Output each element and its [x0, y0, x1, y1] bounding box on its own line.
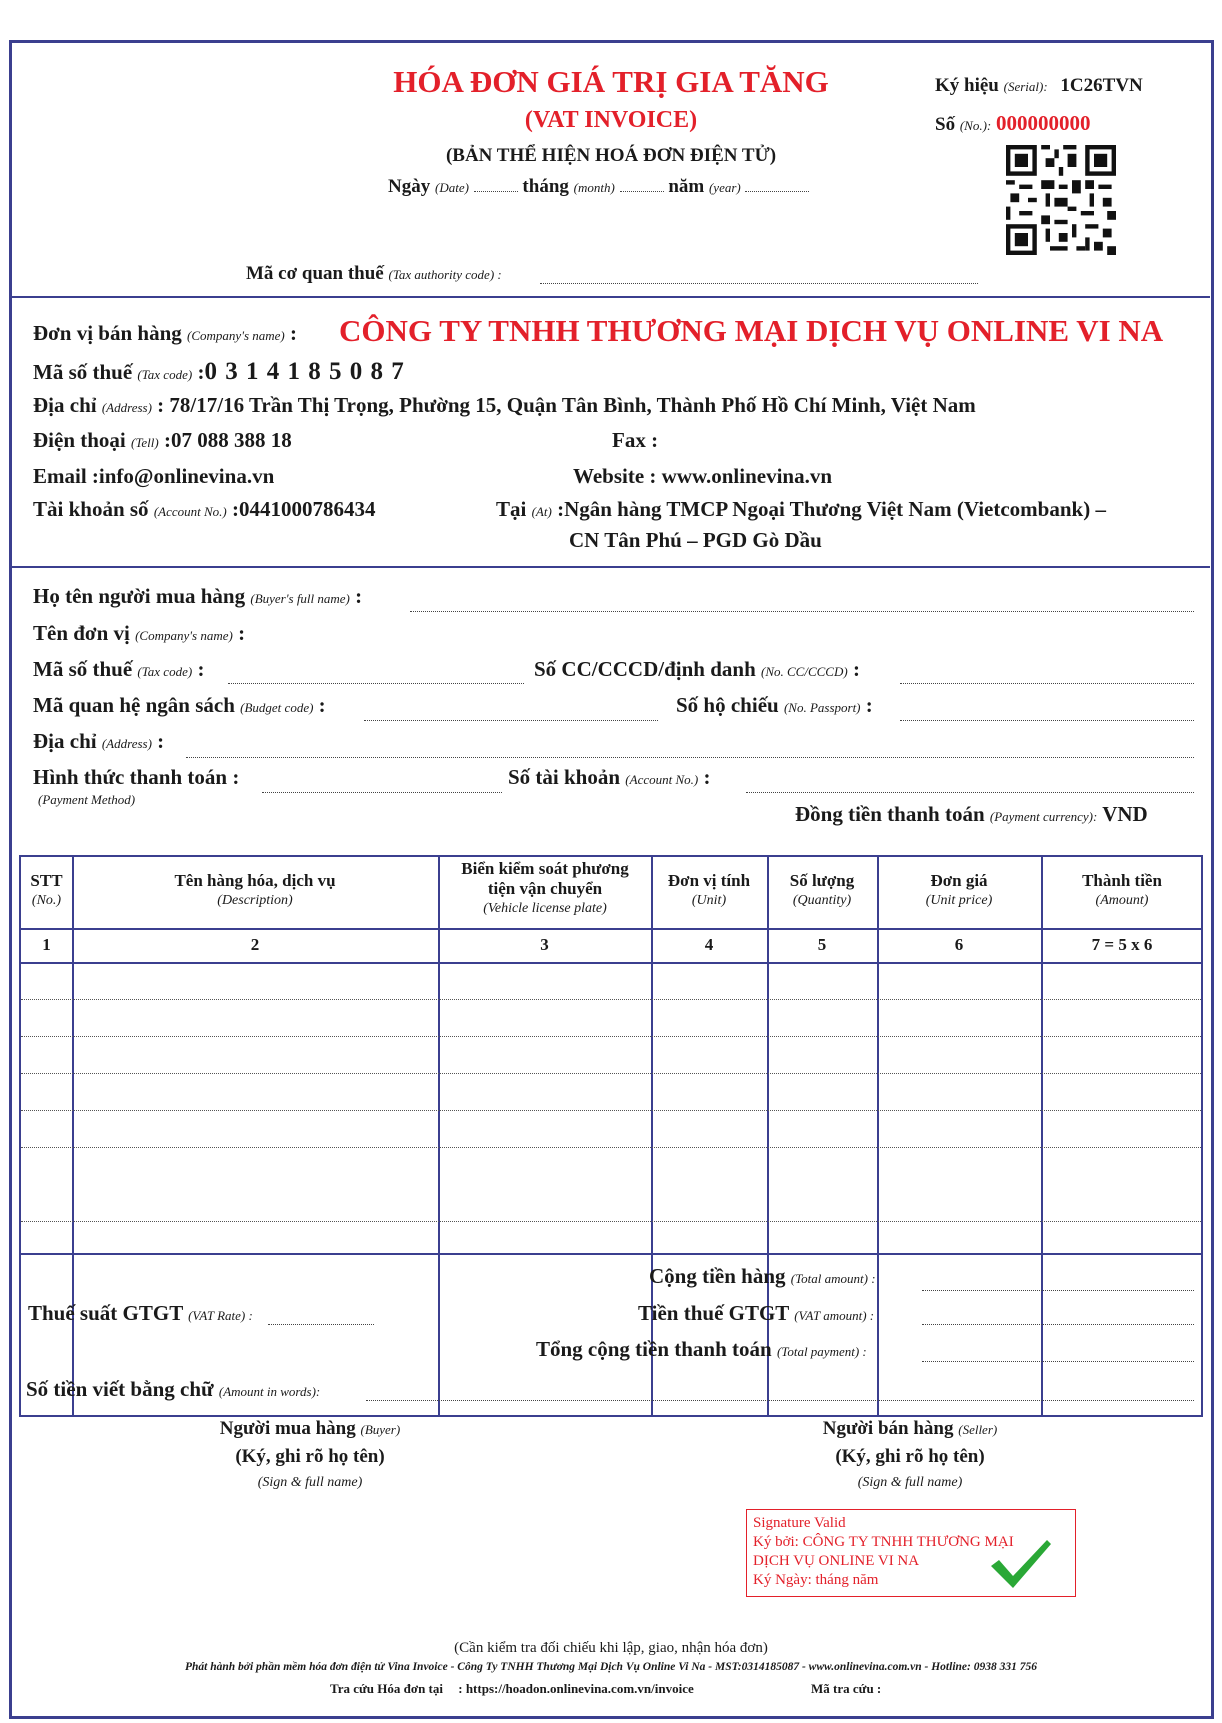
buyer-budget-row: Mã quan hệ ngân sách (Budget code) : [33, 693, 326, 717]
vat-rate-label: Thuế suất GTGT [28, 1301, 183, 1325]
number-value: 000000000 [996, 111, 1091, 135]
footer-issuer: Phát hành bởi phần mềm hóa đơn điện tử Vina Invoice - Công Ty TNHH Thương Mại Dịch Vụ Online Vi Na - MST:0314185087 - www.onlinevina.com.vn - Hotline: 0938 331 756 [185, 1661, 1037, 1673]
seller-company-row: Đơn vị bán hàng (Company's name) : [33, 321, 298, 345]
seller-website-row [573, 464, 832, 489]
stamp-line: Signature Valid [753, 1515, 846, 1531]
lookup-label: Tra cứu Hóa đơn tại [330, 1681, 443, 1696]
seller-company-label: Đơn vị bán hàng [33, 321, 182, 345]
currency-value: VND [1102, 802, 1148, 826]
seller-tax-value: 0 3 1 4 1 8 5 0 8 7 [204, 358, 405, 385]
col-header-en: (Quantity) [792, 893, 852, 908]
seller-address-en: (Address) [101, 400, 152, 415]
col-header-en: (Unit price) [925, 893, 993, 908]
serial-en: (Serial): [1003, 79, 1048, 94]
buyer-tax-label: Mã số thuế [33, 657, 133, 681]
seller-bank-label: Tại [496, 497, 527, 521]
buyer-budget-en: (Budget code) [240, 700, 314, 715]
checkmark-icon [989, 1536, 1053, 1590]
subtotal-row [649, 1264, 876, 1289]
col-number: 5 [817, 935, 827, 954]
table-row-line [21, 928, 1201, 930]
buyer-name-label: Họ tên người mua hàng [33, 584, 246, 608]
amount-words-en: (Amount in words): [218, 1384, 321, 1399]
year-field[interactable] [745, 191, 809, 192]
buyer-company-en: (Company's name) [135, 628, 233, 643]
table-row[interactable] [21, 1110, 1201, 1111]
buyer-address-row: Địa chỉ (Address) : [33, 729, 165, 753]
buyer-name-field[interactable] [410, 611, 1194, 612]
seller-tax-row: Mã số thuế (Tax code) :0 3 1 4 1 8 5 0 8 7 [33, 358, 405, 385]
qr-code-icon [1006, 145, 1116, 255]
month-label: tháng [522, 176, 569, 197]
seller-bank-en: (At) [531, 504, 552, 519]
tax-authority-row [246, 263, 502, 285]
buyer-budget-label: Mã quan hệ ngân sách [33, 693, 235, 717]
currency-en: (Payment currency): [989, 809, 1098, 824]
divider [12, 296, 1210, 298]
col-header-vehicle-plate [453, 859, 637, 919]
seller-company-en: (Company's name) [187, 328, 285, 343]
buyer-sign-en: (Buyer) [360, 1422, 401, 1437]
subtotal-label: Cộng tiền hàng [649, 1264, 786, 1288]
seller-bank-value-1: Ngân hàng TMCP Ngoại Thương Việt Nam (Vietcombank) – [564, 497, 1106, 521]
col-number: 6 [954, 935, 964, 954]
date-label: Ngày [388, 176, 431, 197]
seller-fax-label: Fax : [612, 428, 659, 452]
buyer-sign-instruction: (Ký, ghi rõ họ tên) [235, 1446, 385, 1467]
col-header-vn: Đơn giá [930, 871, 988, 890]
seller-signature-title [740, 1418, 1080, 1440]
buyer-payment-en: (Payment Method) [38, 792, 136, 807]
buyer-signature-title [140, 1418, 480, 1440]
subtotal-field[interactable] [922, 1290, 1194, 1291]
total-payment-row [536, 1337, 867, 1362]
buyer-address-field[interactable] [186, 757, 1194, 758]
col-header-vn: Biển kiểm soát phương tiện vận chuyển [461, 859, 629, 898]
buyer-id-field[interactable] [900, 683, 1194, 684]
seller-phone-row: Điện thoại (Tell) :07 088 388 18 [33, 428, 292, 452]
seller-account-row: Tài khoản số (Account No.) :0441000786434 [33, 497, 376, 521]
subtotal-en: (Total amount) : [790, 1271, 876, 1286]
stamp-line: Ký bởi: CÔNG TY TNHH THƯƠNG MẠI [753, 1534, 1014, 1550]
seller-email-label: Email : [33, 464, 99, 488]
col-header-vn: STT [30, 871, 63, 890]
seller-tax-label: Mã số thuế [33, 360, 133, 384]
col-header-en: (Amount) [1095, 893, 1149, 908]
vat-rate-row [28, 1301, 253, 1326]
seller-account-en: (Account No.) [153, 504, 227, 519]
buyer-passport-row: Số hộ chiếu (No. Passport) : [676, 693, 873, 717]
seller-email-value: info@onlinevina.vn [98, 464, 275, 488]
col-header-vn: Đơn vị tính [667, 871, 751, 890]
date-field[interactable] [474, 191, 518, 192]
buyer-passport-en: (No. Passport) [783, 700, 861, 715]
buyer-payment-field[interactable] [262, 792, 502, 793]
col-header-vn: Tên hàng hóa, dịch vụ [174, 871, 336, 890]
number-label: Số [935, 114, 956, 135]
serial-value: 1C26TVN [1060, 75, 1143, 96]
buyer-company-row: Tên đơn vị (Company's name) : [33, 621, 246, 645]
seller-bank-row: Tại (At) :Ngân hàng TMCP Ngoại Thương Việt Nam (Vietcombank) – [496, 497, 1106, 521]
amount-words-field[interactable] [366, 1400, 1194, 1401]
currency-row [795, 802, 1148, 827]
buyer-name-row: Họ tên người mua hàng (Buyer's full name) : [33, 584, 363, 608]
serial-row [935, 75, 1143, 97]
buyer-name-en: (Buyer's full name) [250, 591, 350, 606]
total-payment-field[interactable] [922, 1361, 1194, 1362]
seller-sign-instruction: (Ký, ghi rõ họ tên) [835, 1446, 985, 1467]
total-payment-en: (Total payment) : [776, 1344, 867, 1359]
col-number: 4 [704, 935, 714, 954]
seller-sign-title: Người bán hàng [822, 1418, 954, 1439]
seller-bank-value-2: CN Tân Phú – PGD Gò Dầu [569, 528, 822, 552]
buyer-id-row: Số CC/CCCD/định danh (No. CC/CCCD) : [534, 657, 860, 681]
vat-amount-row [638, 1301, 874, 1326]
col-number: 2 [250, 935, 260, 954]
col-header-stt [21, 871, 72, 911]
amount-words-label: Số tiền viết bằng chữ [26, 1377, 214, 1401]
tax-authority-field[interactable] [540, 283, 978, 284]
lookup-url[interactable]: : https://hoadon.onlinevina.com.vn/invoice [458, 1681, 694, 1696]
buyer-tax-field[interactable] [228, 683, 524, 684]
date-row [388, 176, 809, 198]
digital-signature-stamp[interactable] [746, 1509, 1076, 1597]
buyer-payment-row: Hình thức thanh toán : [33, 765, 240, 789]
seller-sign-en: (Seller) [958, 1422, 998, 1437]
col-header-en: (Unit) [691, 893, 727, 908]
buyer-account-field[interactable] [746, 792, 1194, 793]
buyer-passport-field[interactable] [900, 720, 1194, 721]
seller-phone-label: Điện thoại [33, 428, 126, 452]
col-header-en: (Vehicle license plate) [483, 901, 607, 916]
lookup-code: Mã tra cứu : [811, 1681, 882, 1696]
col-header-unit [651, 871, 767, 911]
seller-tax-en: (Tax code) [137, 367, 193, 382]
month-field[interactable] [620, 191, 664, 192]
year-en: (year) [708, 180, 741, 195]
buyer-tax-row: Mã số thuế (Tax code) : [33, 657, 205, 681]
col-header-quantity [767, 871, 877, 911]
seller-address-label: Địa chỉ [33, 393, 97, 417]
seller-address-value: 78/17/16 Trần Thị Trọng, Phường 15, Quận Tân Bình, Thành Phố Hồ Chí Minh, Việt Nam [169, 393, 976, 417]
buyer-sign-instruction-en: (Sign & full name) [257, 1475, 363, 1490]
vat-rate-en: (VAT Rate) : [188, 1308, 253, 1323]
col-number: 3 [540, 935, 549, 954]
invoice-subtitle: (BẢN THỂ HIỆN HOÁ ĐƠN ĐIỆN TỬ) [445, 145, 777, 166]
vat-amount-en: (VAT amount) : [794, 1308, 875, 1323]
currency-label: Đồng tiền thanh toán [795, 802, 985, 826]
table-row[interactable] [21, 1036, 1201, 1037]
seller-phone-value: 07 088 388 18 [170, 428, 292, 452]
date-en: (Date) [434, 180, 469, 195]
table-row-line [21, 962, 1201, 964]
buyer-address-en: (Address) [101, 736, 152, 751]
number-en: (No.): [959, 118, 992, 133]
year-label: năm [668, 176, 705, 197]
seller-account-value: 0441000786434 [238, 497, 376, 521]
footer-lookup [330, 1681, 694, 1697]
col-header-unit-price [877, 871, 1041, 911]
invoice-title-en: (VAT INVOICE) [524, 107, 698, 133]
seller-email-row [33, 464, 274, 489]
vat-rate-field[interactable] [268, 1324, 374, 1325]
number-row [935, 111, 1091, 136]
buyer-budget-field[interactable] [364, 720, 658, 721]
buyer-account-en: (Account No.) [625, 772, 699, 787]
title-text: HÓA ĐƠN GIÁ TRỊ GIA TĂNG [393, 64, 829, 99]
buyer-payment-label: Hình thức thanh toán [33, 765, 228, 789]
footer-note: (Cần kiểm tra đối chiếu khi lập, giao, nhận hóa đơn) [454, 1640, 768, 1656]
stamp-line: DỊCH VỤ ONLINE VI NA [753, 1553, 920, 1569]
table-row[interactable] [21, 1221, 1201, 1222]
col-header-amount [1041, 871, 1203, 911]
col-number: 7 = 5 x 6 [1091, 935, 1153, 954]
seller-company-value: CÔNG TY TNHH THƯƠNG MẠI DỊCH VỤ ONLINE VI NA [339, 313, 1164, 348]
buyer-id-en: (No. CC/CCCD) [761, 664, 848, 679]
month-en: (month) [573, 180, 615, 195]
table-row[interactable] [21, 1147, 1201, 1148]
col-header-vn: Thành tiền [1082, 871, 1162, 890]
vat-amount-field[interactable] [922, 1324, 1194, 1325]
seller-address-row: Địa chỉ (Address) : 78/17/16 Trần Thị Trọng, Phường 15, Quận Tân Bình, Thành Phố Hồ Chí Minh, Việt Nam [33, 393, 976, 417]
buyer-account-row: Số tài khoản (Account No.) : [508, 765, 711, 789]
tax-authority-en: (Tax authority code) : [388, 267, 502, 282]
vat-amount-label: Tiền thuế GTGT [638, 1301, 789, 1325]
buyer-tax-en: (Tax code) [137, 664, 193, 679]
col-number: 1 [42, 935, 51, 954]
seller-website-value: www.onlinevina.vn [661, 464, 833, 488]
stamp-line: Ký Ngày: tháng năm [753, 1572, 879, 1588]
amount-words-row [26, 1377, 320, 1402]
total-payment-label: Tổng cộng tiền thanh toán [536, 1337, 772, 1361]
buyer-sign-title: Người mua hàng [219, 1418, 356, 1439]
buyer-address-label: Địa chỉ [33, 729, 97, 753]
table-row[interactable] [21, 1073, 1201, 1074]
tax-authority-label: Mã cơ quan thuế [246, 263, 384, 284]
seller-sign-instruction-en: (Sign & full name) [857, 1475, 963, 1490]
col-header-vn: Số lượng [789, 871, 855, 890]
buyer-passport-label: Số hộ chiếu [676, 693, 779, 717]
col-header-en: (Description) [217, 893, 293, 908]
buyer-id-label: Số CC/CCCD/định danh [534, 657, 756, 681]
seller-phone-en: (Tell) [131, 435, 159, 450]
buyer-company-label: Tên đơn vị [33, 621, 130, 645]
table-row[interactable] [21, 999, 1201, 1000]
col-header-description [72, 871, 438, 911]
serial-label: Ký hiệu [935, 75, 999, 96]
col-header-en: (No.) [31, 893, 62, 908]
buyer-account-label: Số tài khoản [508, 765, 621, 789]
divider [12, 566, 1210, 568]
seller-website-label: Website : [573, 464, 657, 488]
seller-account-label: Tài khoản số [33, 497, 149, 521]
